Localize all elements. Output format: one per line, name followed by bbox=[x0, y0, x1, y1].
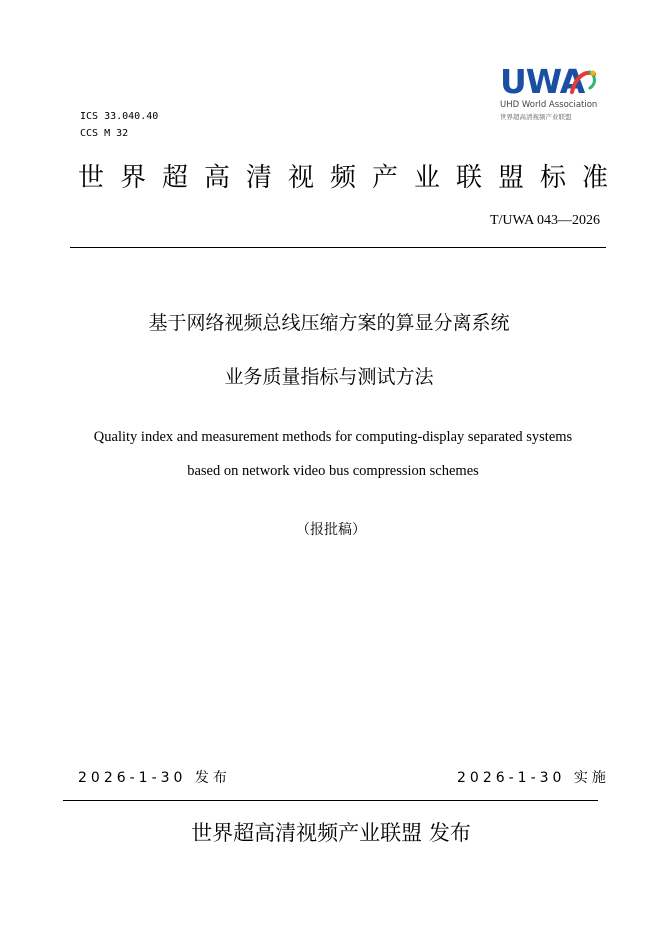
ccs-code: CCS M 32 bbox=[80, 128, 129, 139]
logo-chinese-name: 世界超高清视频产业联盟 bbox=[500, 113, 572, 121]
ics-code: ICS 33.040.40 bbox=[80, 111, 159, 122]
title-cn-line1: 基于网络视频总线压缩方案的算显分离系统 bbox=[148, 312, 510, 334]
logo-wordmark: UWA bbox=[500, 62, 585, 101]
bottom-divider bbox=[63, 800, 598, 801]
title-en-line2: based on network video bus compression schemes bbox=[187, 463, 479, 479]
uwa-logo bbox=[496, 64, 606, 124]
standard-number: T/UWA 043—2026 bbox=[489, 213, 600, 228]
top-divider bbox=[70, 247, 606, 248]
implement-date: 2026-1-30 实施 bbox=[457, 770, 610, 786]
draft-status: （报批稿） bbox=[296, 522, 366, 538]
standard-type-heading: 世界超高清视频产业联盟标准 bbox=[78, 163, 625, 193]
title-cn-line2: 业务质量指标与测试方法 bbox=[224, 366, 434, 388]
title-en-line1: Quality index and measurement methods for computing-display separated systems bbox=[93, 429, 573, 445]
logo-english-name: UHD World Association bbox=[500, 100, 598, 110]
publish-date: 2026-1-30 发布 bbox=[78, 770, 231, 786]
logo-swoosh-icon bbox=[566, 66, 598, 98]
publisher-line: 世界超高清视频产业联盟 发布 bbox=[191, 821, 471, 845]
